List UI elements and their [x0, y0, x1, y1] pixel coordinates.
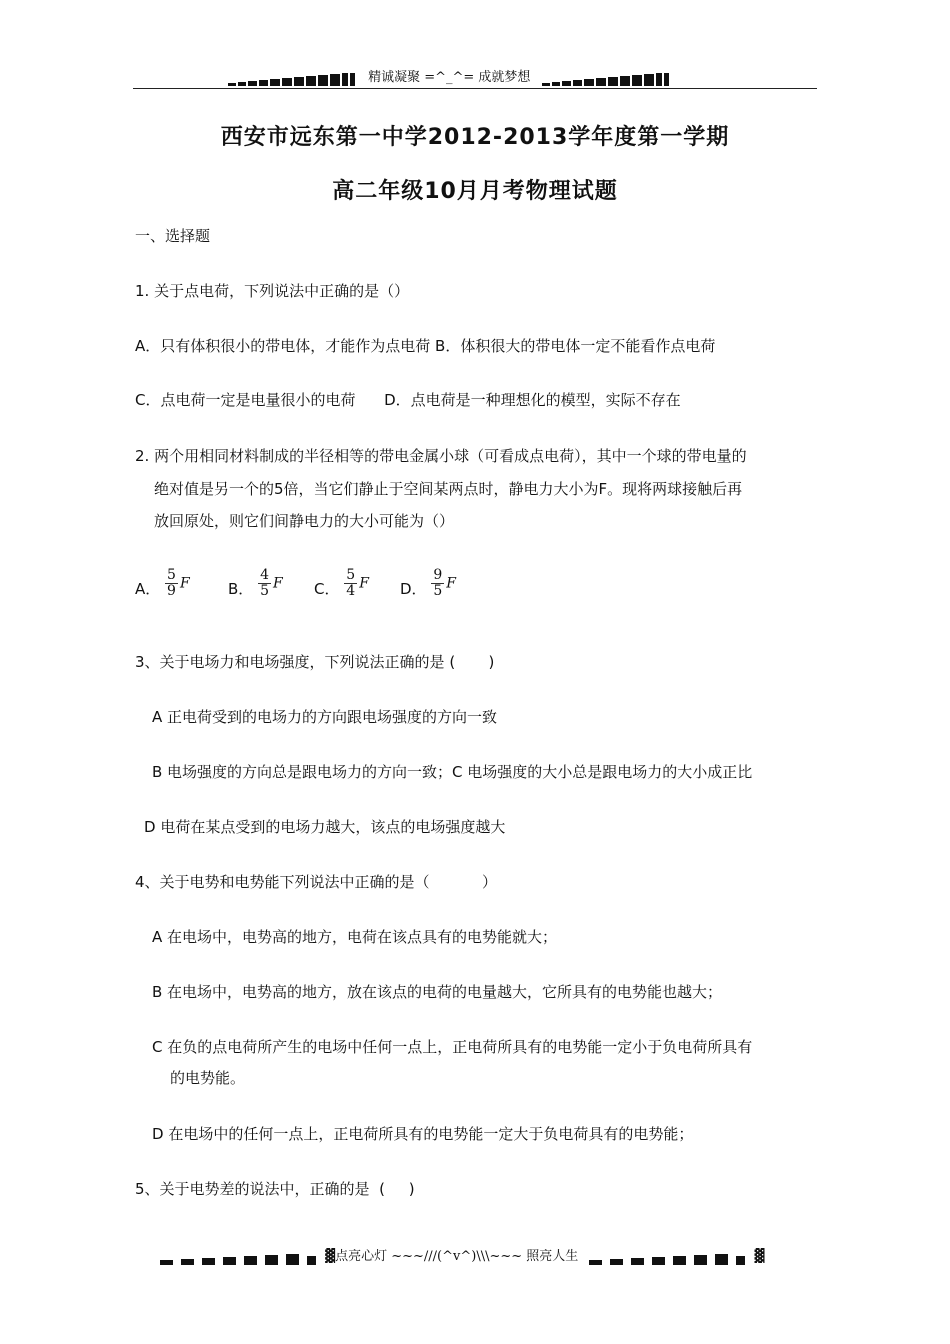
force-variable: F: [446, 575, 456, 592]
question-2-stem-line1: 2. 两个用相同材料制成的半径相等的带电金属小球（可看成点电荷），其中一个球的带电量的: [135, 447, 747, 465]
section-heading: 一、选择题: [135, 227, 211, 245]
fraction: [431, 568, 444, 599]
option-letter: A．: [135, 580, 161, 598]
question-1-options-cd: C．点电荷一定是电量很小的电荷 D．点电荷是一种理想化的模型，实际不存在: [135, 391, 681, 409]
fraction-denominator: 4: [346, 583, 356, 599]
footer-text: ▓点亮心灯 ~~~///(^v^)\\\~~~ 照亮人生: [325, 1249, 579, 1264]
question-2-option-a: [135, 568, 190, 599]
header-bars-left: [228, 67, 357, 86]
footer-bars-right: [589, 1246, 749, 1265]
fraction-numerator: 5: [167, 567, 176, 583]
question-1-options-ab: A．只有体积很小的带电体，才能作为点电荷 B．体积很大的带电体一定不能看作点电荷: [135, 337, 716, 355]
header-rule: [133, 88, 817, 89]
question-2-stem-line2: 绝对值是另一个的5倍，当它们静止于空间某两点时，静电力大小为F。现将两球接触后再: [154, 480, 743, 498]
header-text: 精诚凝聚 =^_^= 成就梦想: [368, 70, 531, 85]
question-5-stem: 5、关于电势差的说法中，正确的是 ( ): [135, 1180, 415, 1198]
question-2-option-d: [400, 568, 456, 599]
option-letter: C．: [314, 580, 340, 598]
question-2-option-c: [314, 568, 369, 599]
question-4-option-c-line2: 的电势能。: [170, 1069, 246, 1087]
page-title-line2: 高二年级10月月考物理试题: [332, 179, 618, 204]
question-4-option-c-line1: C 在负的点电荷所产生的电场中任何一点上，正电荷所具有的电势能一定小于负电荷所具有: [152, 1038, 753, 1056]
fraction-numerator: 9: [433, 567, 443, 583]
fraction-denominator: 9: [167, 583, 176, 599]
page-title-line1: 西安市远东第一中学2012-2013学年度第一学期: [220, 125, 730, 150]
fraction: [258, 568, 271, 599]
page-header: [228, 66, 671, 86]
fraction: [165, 568, 178, 599]
fraction-numerator: 4: [260, 567, 269, 583]
option-letter: D．: [400, 580, 427, 598]
question-2-stem-line3: 放回原处，则它们间静电力的大小可能为（）: [154, 512, 455, 530]
question-3-option-d: D 电荷在某点受到的电场力越大，该点的电场强度越大: [144, 818, 506, 836]
question-2-option-b: [228, 568, 283, 599]
fraction-denominator: 5: [433, 583, 443, 599]
question-3-stem: 3、关于电场力和电场强度，下列说法正确的是 ( ): [135, 653, 495, 671]
fraction: [344, 568, 357, 599]
question-4-option-a: A 在电场中，电势高的地方，电荷在该点具有的电势能就大；: [152, 928, 558, 946]
question-3-option-bc: B 电场强度的方向总是跟电场力的方向一致；C 电场强度的大小总是跟电场力的大小成正比: [152, 763, 753, 781]
option-letter: B．: [228, 580, 254, 598]
force-variable: F: [179, 575, 190, 592]
force-variable: F: [359, 575, 369, 592]
footer-end-mark: ▓: [754, 1249, 765, 1264]
question-4-stem: 4、关于电势和电势能下列说法中正确的是（ ）: [135, 873, 497, 891]
question-3-option-a: A 正电荷受到的电场力的方向跟电场强度的方向一致: [152, 708, 498, 726]
fraction-denominator: 5: [260, 583, 269, 599]
question-4-option-b: B 在电场中，电势高的地方，放在该点的电荷的电量越大，它所具有的电势能也越大；: [152, 983, 723, 1001]
question-1-stem: 1. 关于点电荷，下列说法中正确的是（）: [135, 282, 410, 300]
page-footer: [160, 1245, 764, 1265]
footer-bars-left: [160, 1246, 320, 1265]
header-bars-right: [542, 67, 671, 86]
question-4-option-d: D 在电场中的任何一点上，正电荷所具有的电势能一定大于负电荷具有的电势能；: [152, 1125, 694, 1143]
force-variable: F: [273, 575, 283, 592]
fraction-numerator: 5: [346, 567, 356, 583]
